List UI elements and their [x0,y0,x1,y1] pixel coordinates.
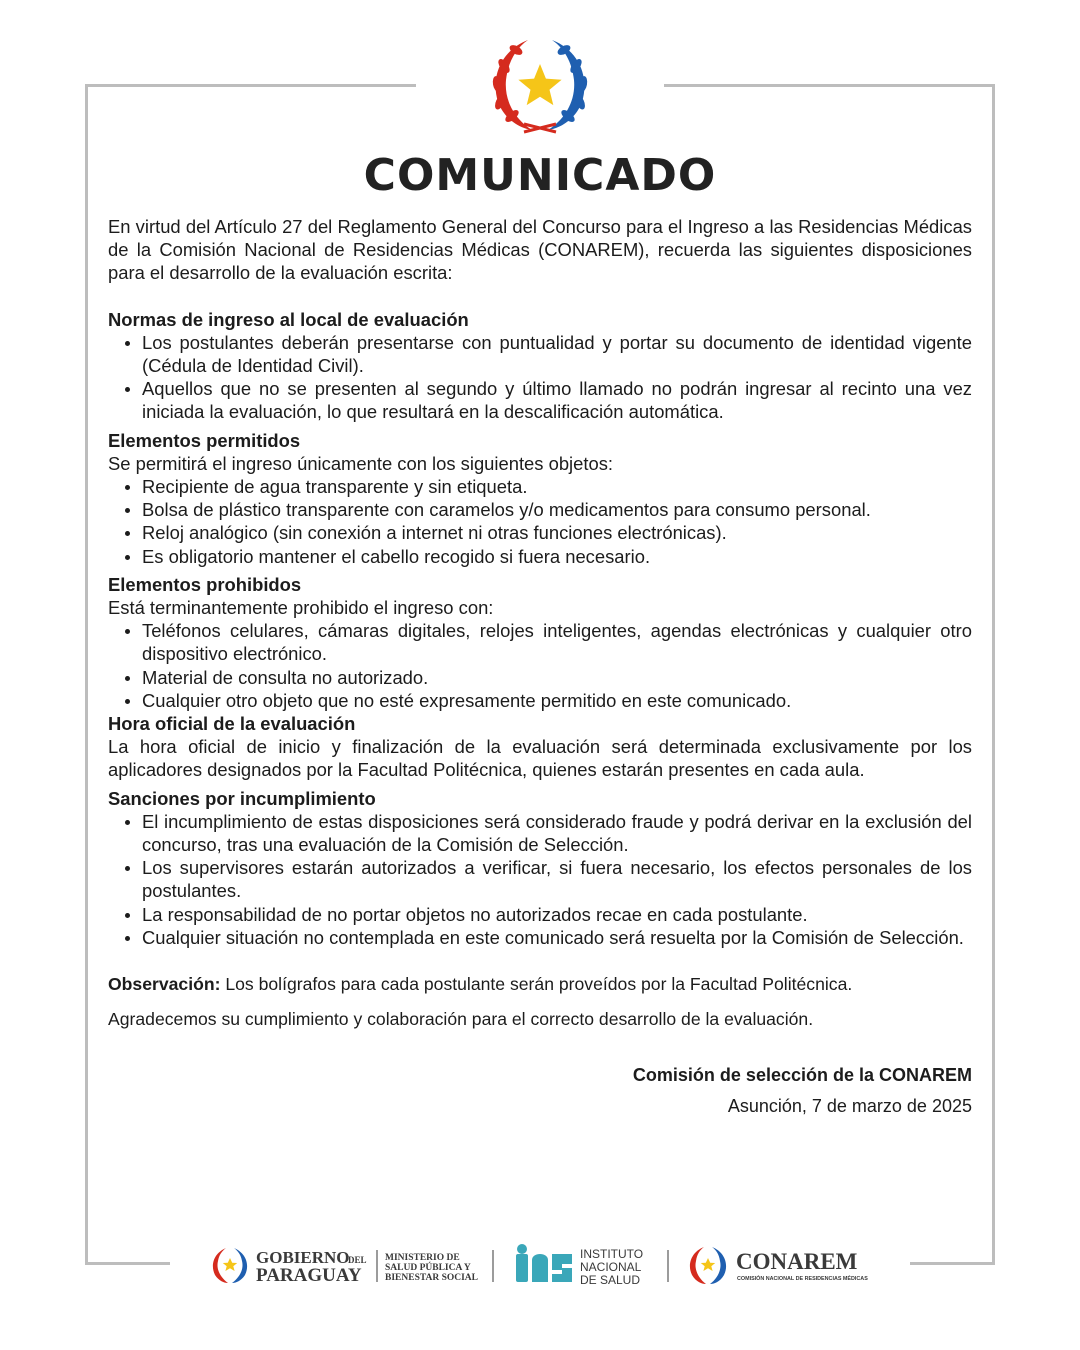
ministerio-line1: MINISTERIO DE [385,1253,460,1263]
list-item: Cualquier situación no contemplada en este comunicado será resuelta por la Comisión de Selección. [108,926,972,949]
ministerio-line2: SALUD PÚBLICA Y [385,1263,471,1273]
lead-permitidos: Se permitirá el ingreso únicamente con los siguientes objetos: [108,452,613,474]
frame-left [85,84,88,1265]
list-item: Bolsa de plástico transparente con caramelos y/o medicamentos para consumo personal. [108,498,972,521]
page-title: COMUNICADO [363,150,717,201]
heading-ingreso: Normas de ingreso al local de evaluación [108,308,469,330]
heading-prohibidos: Elementos prohibidos [108,573,302,595]
list-item: Es obligatorio mantener el cabello recogido si fuera necesario. [108,545,972,568]
document-body [108,215,972,1118]
list-sanciones [108,810,972,949]
footer-logos [0,1238,1080,1292]
observation [108,973,972,996]
list-item: Teléfonos celulares, cámaras digitales, relojes inteligentes, agendas electrónicas y cualquier otro dispositivo electrónico. [108,619,972,665]
list-prohibidos [108,619,972,712]
list-item: El incumplimiento de estas disposiciones será considerado fraude y podrá derivar en la exclusión del concurso, tras una evaluación de la Comisión de Selección. [108,810,972,856]
conarem-subtitle: COMISIÓN NACIONAL DE RESIDENCIAS MÉDICAS [737,1276,868,1282]
list-item: Los postulantes deberán presentarse con puntualidad y portar su documento de identidad vigente (Cédula de Identidad Civil). [108,331,972,377]
intro-paragraph: En virtud del Artículo 27 del Reglamento General del Concurso para el Ingreso a las Residencias Médicas de la Comisión Nacional de Residencias Médicas (CONAREM), recuerda las siguientes disposiciones para el desarrollo de la evaluación escrita: [108,216,972,284]
signature: Comisión de selección de la CONAREM [632,1064,972,1085]
list-item: La responsabilidad de no portar objetos no autorizados recae en cada postulante. [108,903,972,926]
heading-hora: Hora oficial de la evaluación [108,713,356,735]
conarem-name: CONAREM [736,1249,858,1274]
ministerio-line3: BIENESTAR SOCIAL [385,1273,479,1283]
ins-line2: NACIONAL [580,1260,642,1274]
gobierno-line2: PARAGUAY [256,1265,362,1286]
frame-top-right [664,84,995,87]
list-ingreso [108,331,972,424]
heading-permitidos: Elementos permitidos [108,429,301,451]
list-item: Recipiente de agua transparente y sin etiqueta. [108,475,972,498]
ins-line3: DE SALUD [580,1273,641,1287]
place-date: Asunción, 7 de marzo de 2025 [727,1095,972,1116]
thanks-paragraph: Agradecemos su cumplimiento y colaboración para el correcto desarrollo de la evaluación. [108,1009,814,1030]
text-hora: La hora oficial de inicio y finalización de la evaluación será determinada exclusivamente por los aplicadores designados por la Facultad Politécnica, quienes estarán presentes en cada aula. [108,736,972,781]
ins-logo-icon [516,1244,572,1282]
observation-text: Los bolígrafos para cada postulante serán proveídos por la Facultad Politécnica. [220,974,853,995]
gobierno-seal-icon [213,1248,247,1283]
frame-right [992,84,995,1265]
frame-top-left [85,84,416,87]
paraguay-emblem-icon [484,36,596,134]
list-item: Aquellos que no se presenten al segundo y último llamado no podrán ingresar al recinto una vez iniciada la evaluación, lo que resultará en la descalificación automática. [108,377,972,423]
ins-line1: INSTITUTO [580,1247,644,1261]
conarem-seal-icon [690,1247,726,1284]
gobierno-del: DEL [348,1255,367,1265]
list-item: Cualquier otro objeto que no esté expresamente permitido en este comunicado. [108,689,972,712]
list-item: Reloj analógico (sin conexión a internet ni otras funciones electrónicas). [108,521,972,544]
list-permitidos [108,475,972,568]
heading-sanciones: Sanciones por incumplimiento [108,787,376,809]
gobierno-line1: GOBIERNO [256,1248,350,1267]
observation-label: Observación: [108,974,221,995]
list-item: Los supervisores estarán autorizados a verificar, si fuera necesario, los efectos personales de los postulantes. [108,856,972,902]
list-item: Material de consulta no autorizado. [108,666,972,689]
lead-prohibidos: Está terminantemente prohibido el ingreso con: [108,597,494,619]
